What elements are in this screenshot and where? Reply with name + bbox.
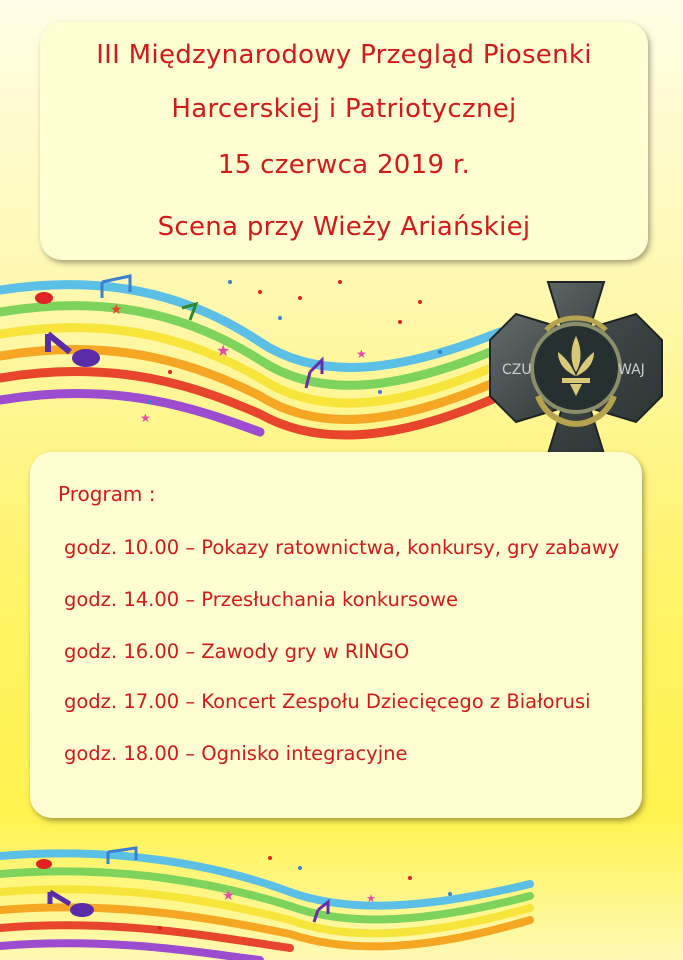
svg-text:★: ★ <box>110 302 123 318</box>
svg-text:★: ★ <box>216 341 231 360</box>
program-item: godz. 18.00 – Ognisko integracyjne <box>64 742 408 765</box>
svg-text:★: ★ <box>222 888 235 904</box>
music-note-icon <box>182 304 196 320</box>
scout-cross-badge-icon <box>486 278 666 458</box>
program-item: godz. 10.00 – Pokazy ratownictwa, konkursy, gry zabawy <box>64 536 620 559</box>
event-title: III Międzynarodowy Przegląd Piosenki <box>96 40 592 70</box>
badge-right-text: WAJ <box>618 362 645 378</box>
svg-text:★: ★ <box>356 347 367 361</box>
event-venue: Scena przy Wieży Ariańskiej <box>157 212 531 242</box>
program-item: godz. 16.00 – Zawody gry w RINGO <box>64 640 410 663</box>
event-date: 15 czerwca 2019 r. <box>217 150 471 180</box>
svg-text:★: ★ <box>140 411 151 425</box>
title-panel <box>40 22 648 260</box>
event-subtitle: Harcerskiej i Patriotycznej <box>171 94 517 124</box>
program-heading: Program : <box>58 482 156 506</box>
badge-left-text: CZU <box>502 362 532 378</box>
program-panel <box>30 452 642 818</box>
rainbow-wave-bottom <box>0 838 683 960</box>
svg-text:★: ★ <box>366 892 376 905</box>
program-item: godz. 17.00 – Koncert Zespołu Dziecięcego z Białorusi <box>64 690 591 713</box>
program-item: godz. 14.00 – Przesłuchania konkursowe <box>64 588 458 611</box>
